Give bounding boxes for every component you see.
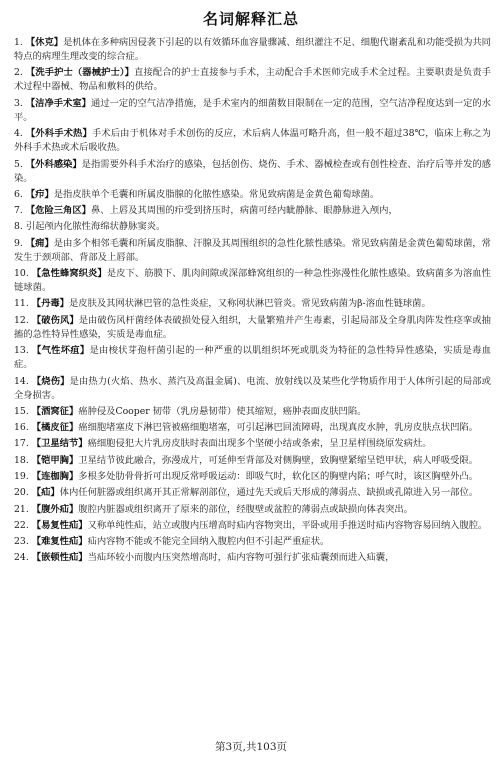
glossary-entry <box>14 127 491 155</box>
page-title: 名词解释汇总 <box>202 10 299 28</box>
entry-number: 11. <box>14 298 29 310</box>
entry-number: 21. <box>14 503 29 515</box>
entry-number: 4. <box>14 128 23 140</box>
glossary-entry <box>14 375 491 403</box>
page-footer: 第3页,共103页 <box>214 741 288 753</box>
entry-term: 【疖】 <box>25 188 54 200</box>
entry-term: 【丹毒】 <box>31 298 69 310</box>
glossary-entry <box>14 470 491 484</box>
entry-number: 24. <box>14 552 29 564</box>
entry-number: 5. <box>14 158 23 170</box>
entry-number: 13. <box>14 345 29 357</box>
entry-definition: 引起颅内化脓性海绵状静脉窦炎。 <box>25 221 166 233</box>
entry-definition: 是机体在多种病因侵袭下引起的以有效循环血容量骤减、组织灌注不足、细胞代谢紊乱和功能受损为共同特点的病理生理改变的综合症。 <box>14 37 491 63</box>
entry-definition: 又称单纯性疝，站立或腹内压增高时疝内容物突出，平卧或用手推送时疝内容物容易回纳入腹腔。 <box>87 519 488 531</box>
entry-term: 【急性蜂窝织炎】 <box>31 268 107 280</box>
entry-number: 12. <box>14 314 29 326</box>
entry-number: 10. <box>14 268 29 280</box>
entry-definition: 是皮肤及其网状淋巴管的急性炎症，又称网状淋巴管炎。常见致病菌为β-溶血性链球菌。 <box>68 298 431 310</box>
entry-number: 14. <box>14 375 29 387</box>
entry-term: 【危险三角区】 <box>25 205 91 217</box>
entry-definition: 是由破伤风杆菌经体表破损处侵入组织，大量繁殖并产生毒素，引起局部及全身肌肉阵发性痉挛或抽搐的急性特异性感染，实质是毒血症。 <box>14 314 491 340</box>
glossary-entry <box>14 421 491 435</box>
entry-term: 【疝】 <box>31 487 60 499</box>
entry-definition: 是由梭状芽孢杆菌引起的一种严重的以肌组织坏死或肌炎为特征的急性特异性感染，实质是毒血症。 <box>14 345 491 371</box>
glossary-entry <box>14 158 491 186</box>
entry-definition: 手术后由于机体对手术创伤的反应，术后病人体温可略升高，但一般不超过38℃，临床上称之为外科手术热或术后吸收热。 <box>14 128 491 154</box>
entry-term: 【洗手护士（器械护士）】 <box>25 67 135 79</box>
glossary-entry <box>14 267 491 295</box>
entry-term: 【铠甲胸】 <box>31 454 79 466</box>
entry-definition: 是指皮肤单个毛囊和所属皮脂腺的化脓性感染。常见致病菌是金黄色葡萄球菌。 <box>53 188 380 200</box>
entry-definition: 是由热力(火焰、热水、蒸汽及高温金属)、电流、放射线以及某些化学物质作用于人体所引起的局部或全身损害。 <box>14 375 491 401</box>
entry-definition: 是指需要外科手术治疗的感染，包括创伤、烧伤、手术、器械检查或有创性检查、治疗后等并发的感染。 <box>14 158 491 184</box>
glossary-entry <box>14 503 491 517</box>
entry-term: 【洁净手术室】 <box>25 97 91 109</box>
entry-term: 【嵌顿性疝】 <box>31 552 88 564</box>
entry-definition: 通过一定的空气洁净措施，是手术室内的细菌数目限制在一定的范围，空气洁净程度达到一定的水平。 <box>14 97 491 123</box>
entry-number: 20. <box>14 487 29 499</box>
entry-definition: 疝内容物不能或不能完全回纳入腹腔内但不引起严重症状。 <box>87 536 330 548</box>
glossary-entry <box>14 486 491 500</box>
entry-term: 【易复性疝】 <box>31 519 88 531</box>
glossary-entry <box>14 519 491 533</box>
entry-term: 【难复性疝】 <box>31 536 88 548</box>
entry-definition: 是由多个相邻毛囊和所属皮脂腺、汗腺及其周围组织的急性化脓性感染。常见致病菌是金黄色葡萄球菌，常发生于颈项部、背部及上唇部。 <box>14 237 491 263</box>
entry-number: 22. <box>14 519 29 531</box>
glossary-entry <box>14 36 491 64</box>
entry-definition: 当疝环较小而腹内压突然增高时，疝内容物可强行扩张疝囊颈而进入疝囊， <box>87 552 395 564</box>
entry-number: 19. <box>14 471 29 482</box>
glossary-entry <box>14 297 491 311</box>
glossary-entry <box>14 454 491 468</box>
entry-definition: 直接配合的护士直接参与手术，主动配合手术医师完成手术全过程。主要职责是负责手术过程中器械、物品和敷料的供给。 <box>14 67 491 93</box>
entry-term: 【破伤风】 <box>31 314 79 326</box>
glossary-entry <box>14 344 491 372</box>
entry-number: 18. <box>14 454 29 466</box>
glossary-entry <box>14 66 491 94</box>
entry-term: 【休克】 <box>25 37 64 48</box>
glossary-entry <box>14 204 491 218</box>
entry-definition: 鼻、上唇及其周围的疖受到挤压时，病菌可经内眦静脉、眼静脉进入颅内， <box>90 205 398 217</box>
glossary-entry <box>14 405 491 419</box>
entry-definition: 癌细胞堵塞皮下淋巴管被癌细胞堵塞，可引起淋巴回流障碍，出现真皮水肿，乳房皮肤点状凹陷。 <box>78 422 479 434</box>
glossary-entry <box>14 551 491 565</box>
glossary-entry <box>14 437 491 451</box>
entry-number: 17. <box>14 438 29 450</box>
entry-term: 【连枷胸】 <box>31 471 79 482</box>
glossary-entry <box>14 220 491 234</box>
entry-number: 23. <box>14 536 29 548</box>
entry-number: 6. <box>14 188 23 200</box>
entry-term: 【外科感染】 <box>25 158 82 170</box>
entry-number: 1. <box>14 37 23 48</box>
entry-term: 【橘皮征】 <box>31 422 79 434</box>
entry-definition: 癌细胞侵犯大片乳房皮肤时表面出现多个坚硬小结或条索，呈卫星样围绕原发病灶。 <box>87 438 432 450</box>
glossary-entry <box>14 314 491 342</box>
entry-definition: 多根多处肋骨骨折可出现反常呼吸运动：即吸气时，软化区的胸壁内陷；呼气时，该区胸壁外凸。 <box>78 471 479 482</box>
entry-number: 16. <box>14 422 29 434</box>
entry-term: 【酒窝征】 <box>31 405 79 417</box>
entry-term: 【腹外疝】 <box>31 503 79 515</box>
entry-number: 9. <box>14 237 23 249</box>
entry-definition: 癌肿侵及Cooper 韧带（乳房悬韧带）使其缩短，癌肿表面皮肤凹陷。 <box>78 405 367 417</box>
glossary-entry <box>14 97 491 125</box>
glossary-entry <box>14 535 491 549</box>
entry-number: 8. <box>14 221 23 233</box>
entry-term: 【烧伤】 <box>31 375 70 387</box>
entry-definition: 卫星结节彼此融合，弥漫成片，可延伸至背部及对侧胸壁，致胸壁紧缩呈铠甲状，病人呼吸受限。 <box>78 454 479 466</box>
entry-number: 3. <box>14 97 23 109</box>
entry-number: 7. <box>14 205 23 217</box>
entry-term: 【气性坏疽】 <box>32 345 90 357</box>
entry-term: 【痈】 <box>25 237 54 249</box>
entry-term: 【卫星结节】 <box>31 438 88 450</box>
glossary-list <box>14 36 491 568</box>
glossary-entry <box>14 237 491 265</box>
entry-definition: 是皮下、筋膜下、肌肉间隙或深部蜂窝组织的一种急性弥漫性化脓性感染。致病菌多为溶血性链球菌。 <box>14 268 491 294</box>
entry-term: 【外科手术热】 <box>25 128 92 140</box>
entry-definition: 腹腔内脏器或组织离开了原来的部位，经腹壁或盆腔的薄弱点或缺损向体表突出。 <box>78 503 413 515</box>
entry-number: 2. <box>14 67 23 79</box>
entry-number: 15. <box>14 405 29 417</box>
entry-definition: 体内任何脏器或组织离开其正常解剖部位，通过先天或后天形成的薄弱点、缺损或孔隙进入另一部位。 <box>59 487 479 499</box>
glossary-entry <box>14 188 491 202</box>
